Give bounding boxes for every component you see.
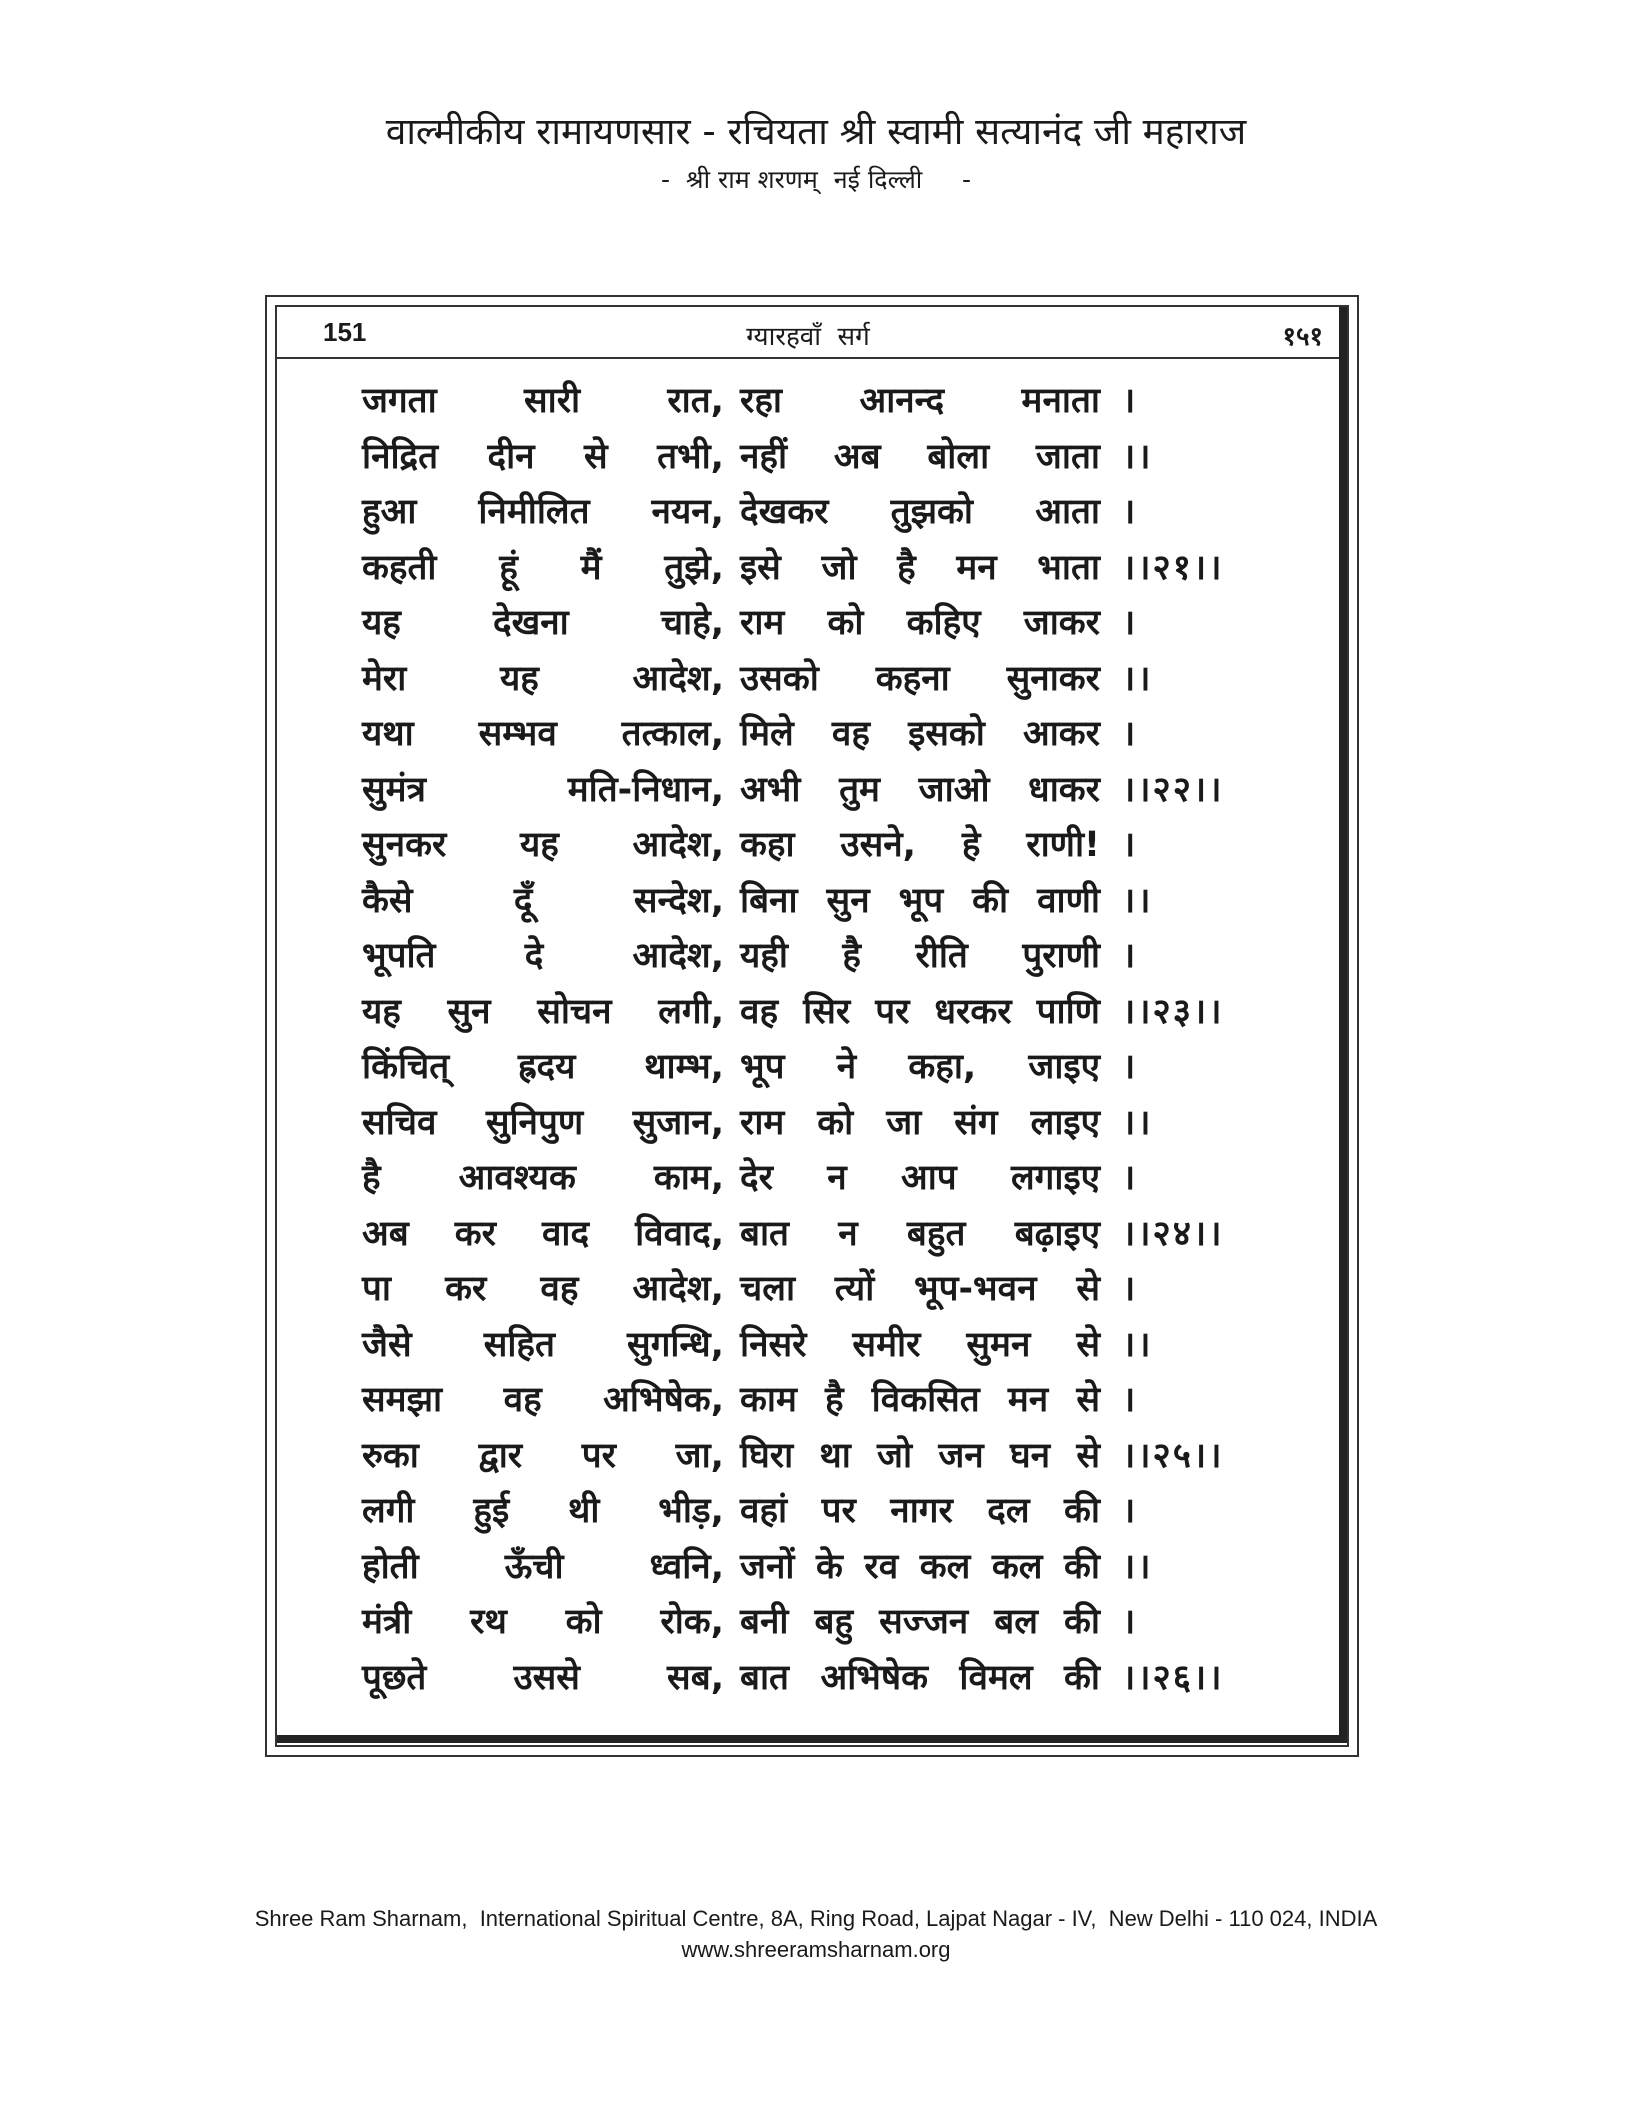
verse-word: कहिए — [906, 603, 981, 644]
verse-first-half — [362, 709, 730, 756]
verse-word: सब, — [667, 1657, 724, 1698]
verse-word: रव — [864, 1546, 899, 1587]
verse-word: कहती — [362, 547, 437, 588]
verse-word: धाकर — [1028, 769, 1100, 810]
verse-line — [362, 372, 1262, 428]
verse-word: जाकर — [1023, 603, 1100, 644]
verse-word: न — [838, 1213, 858, 1254]
verse-word: सोचन — [537, 991, 612, 1032]
verse-second-half — [740, 432, 1100, 479]
verse-word: कैसे — [362, 880, 413, 921]
verse-word: घन — [1009, 1435, 1051, 1476]
verse-word: है — [362, 1158, 381, 1199]
verse-second-half — [740, 1320, 1100, 1367]
verse-end-mark: ।।२५।। — [1122, 1435, 1224, 1476]
verse-word: सुजान, — [632, 1102, 724, 1143]
verse-word: लाइए — [1030, 1102, 1100, 1143]
verse-word: वह — [540, 1269, 579, 1310]
verse-end-mark: । — [1122, 1602, 1138, 1643]
verse-word: भूपति — [362, 936, 436, 977]
verse-word: के — [816, 1546, 843, 1587]
verse-end-mark: ।। — [1122, 880, 1153, 921]
verse-word: तुम — [839, 769, 880, 810]
verse-word: नयन, — [651, 492, 724, 533]
verse-first-half — [362, 1098, 730, 1145]
verse-word: सुनिपुण — [485, 1102, 584, 1143]
verse-second-half — [740, 1431, 1100, 1478]
footer-website: www.shreeramsharnam.org — [681, 1937, 951, 1962]
verse-end-mark: ।।२३।। — [1122, 991, 1224, 1032]
verse-word: निद्रित — [362, 436, 439, 477]
verse-line — [362, 539, 1262, 595]
verse-word: ऊँची — [504, 1546, 564, 1587]
verse-word: से — [583, 436, 608, 477]
verse-word: जाता — [1035, 436, 1100, 477]
verse-word: भीड़, — [658, 1491, 724, 1532]
verse-word: है — [897, 547, 916, 588]
verse-word: आदेश, — [632, 1269, 724, 1310]
verse-word: भाता — [1037, 547, 1100, 588]
verse-word: सज्जन — [879, 1602, 969, 1643]
verse-word: दल — [987, 1491, 1030, 1532]
frame-shadow-bottom — [277, 1735, 1347, 1743]
verse-second-half — [740, 1375, 1100, 1422]
verse-word: से — [1076, 1435, 1100, 1476]
verse-second-half — [740, 820, 1100, 867]
verse-line — [362, 1149, 1262, 1205]
verse-end-mark: । — [1122, 1269, 1138, 1310]
verse-word: मन — [1007, 1380, 1049, 1421]
verse-first-half — [362, 376, 730, 423]
verse-word: कर — [454, 1213, 496, 1254]
verse-word: विमल — [959, 1657, 1033, 1698]
verse-word: कल — [919, 1546, 971, 1587]
verse-word: सुन — [447, 991, 491, 1032]
verse-word: ह्रदय — [517, 1047, 576, 1088]
verse-line — [362, 1205, 1262, 1261]
verse-word: रोक, — [660, 1602, 724, 1643]
verse-word: की — [1064, 1602, 1100, 1643]
verse-word: जा, — [675, 1435, 724, 1476]
verse-word: निसरे — [740, 1324, 807, 1365]
verse-word: बहु — [814, 1602, 854, 1643]
verse-line — [362, 1427, 1262, 1483]
verse-first-half — [362, 1042, 730, 1089]
document-subtitle: - श्री राम शरणम् नई दिल्ली - — [660, 165, 972, 194]
verse-end-mark: । — [1122, 1380, 1138, 1421]
verse-word: सुगन्धि, — [627, 1324, 724, 1365]
verse-word: सहित — [483, 1324, 555, 1365]
verse-word: वाणी — [1037, 880, 1100, 921]
verse-word: वह — [503, 1380, 542, 1421]
verse-word: आनन्द — [859, 381, 945, 422]
verse-end-mark: । — [1122, 1158, 1138, 1199]
verse-word: पा — [362, 1269, 391, 1310]
verse-word: कल — [991, 1546, 1043, 1587]
verse-end-mark: । — [1122, 1047, 1138, 1088]
verse-second-half — [740, 709, 1100, 756]
verse-word: यह — [362, 603, 401, 644]
verse-first-half — [362, 1431, 730, 1478]
verse-line — [362, 1260, 1262, 1316]
verse-word: उससे — [513, 1657, 580, 1698]
verse-line — [362, 1094, 1262, 1150]
verse-first-half — [362, 1486, 730, 1533]
verse-word: घिरा — [740, 1435, 794, 1476]
verse-word: है — [824, 1380, 844, 1421]
verse-second-half — [740, 654, 1100, 701]
verse-word: था — [819, 1435, 851, 1476]
verse-end-mark: । — [1122, 936, 1138, 977]
verse-word: मनाता — [1021, 381, 1100, 422]
verse-word: उसको — [740, 658, 819, 699]
verse-word: मंत्री — [362, 1602, 412, 1643]
verse-word: की — [972, 880, 1009, 921]
verse-word: धरकर — [934, 991, 1012, 1032]
verse-first-half — [362, 1542, 730, 1589]
verse-word: राणी! — [1026, 825, 1100, 866]
verse-word: मैं — [580, 547, 602, 588]
verse-word: वाद — [541, 1213, 590, 1254]
verse-word: हुआ — [362, 492, 417, 533]
verse-word: अभिषेक — [820, 1657, 928, 1698]
verse-first-half — [362, 987, 730, 1034]
verse-word: रात, — [667, 381, 724, 422]
verse-word: आदेश, — [632, 825, 724, 866]
verse-second-half — [740, 1653, 1100, 1700]
verse-word: वहां — [740, 1491, 788, 1532]
verse-word: लगी — [362, 1491, 415, 1532]
verse-word: अभिषेक, — [603, 1380, 724, 1421]
verse-word: को — [817, 1102, 854, 1143]
verse-word: त्यों — [834, 1269, 875, 1310]
verse-line — [362, 1649, 1262, 1705]
verse-end-mark: ।। — [1122, 436, 1153, 477]
verse-second-half — [740, 1098, 1100, 1145]
verse-second-half — [740, 931, 1100, 978]
verse-word: की — [1064, 1546, 1100, 1587]
verse-word: मिले — [740, 714, 794, 755]
verse-word: आकर — [1023, 714, 1100, 755]
verse-line — [362, 983, 1262, 1039]
verse-word: हूं — [499, 547, 518, 588]
verse-line — [362, 1538, 1262, 1594]
verse-end-mark: । — [1122, 1491, 1138, 1532]
verse-word: नागर — [890, 1491, 953, 1532]
verse-end-mark: ।। — [1122, 1324, 1153, 1365]
verse-word: तुझे, — [664, 547, 724, 588]
verse-end-mark: । — [1122, 825, 1138, 866]
verse-word: रुका — [362, 1435, 419, 1476]
verse-line — [362, 650, 1262, 706]
verse-word: काम, — [653, 1158, 724, 1199]
frame-shadow-right — [1339, 307, 1347, 1743]
verse-word: बढ़ाइए — [1014, 1213, 1100, 1254]
verse-end-mark: ।। — [1122, 658, 1153, 699]
verse-first-half — [362, 543, 730, 590]
verse-word: चला — [740, 1269, 796, 1310]
verse-line — [362, 761, 1262, 817]
verse-word: जो — [821, 547, 857, 588]
verse-word: यह — [519, 825, 559, 866]
verse-first-half — [362, 654, 730, 701]
verse-second-half — [740, 1597, 1100, 1644]
verse-line — [362, 1316, 1262, 1372]
verse-second-half — [740, 1153, 1100, 1200]
verse-first-half — [362, 432, 730, 479]
verse-word: मति-निधान, — [567, 769, 724, 810]
verse-word: तत्काल, — [621, 714, 724, 755]
verse-word: जो — [877, 1435, 913, 1476]
verse-word: जगता — [362, 381, 437, 422]
chapter-title: ग्यारहवाँ सर्ग — [746, 322, 870, 352]
verse-first-half — [362, 1653, 730, 1700]
verse-first-half — [362, 487, 730, 534]
verse-line — [362, 594, 1262, 650]
verse-first-half — [362, 598, 730, 645]
page-number-arabic: 151 — [323, 317, 367, 347]
verse-word: आता — [1035, 492, 1100, 533]
verse-word: यह — [362, 991, 401, 1032]
verse-line — [362, 1371, 1262, 1427]
verse-word: न — [827, 1158, 847, 1199]
verse-word: सुनाकर — [1006, 658, 1100, 699]
verse-word: कहना — [875, 658, 950, 699]
verse-second-half — [740, 1486, 1100, 1533]
verse-word: नहीं — [740, 436, 788, 477]
verse-line — [362, 1482, 1262, 1538]
verse-word: जनों — [740, 1546, 795, 1587]
verse-word: थाम्भ, — [644, 1047, 724, 1088]
verse-line — [362, 1593, 1262, 1649]
verse-line — [362, 872, 1262, 928]
verse-line — [362, 705, 1262, 761]
verse-word: जाओ — [918, 769, 990, 810]
verse-word: देर — [740, 1158, 773, 1199]
verse-word: विवाद, — [635, 1213, 724, 1254]
verse-word: रीति — [915, 936, 968, 977]
verse-end-mark: ।।२४।। — [1122, 1213, 1224, 1254]
verse-word: समझा — [362, 1380, 443, 1421]
footer-address: Shree Ram Sharnam, International Spiritual Centre, 8A, Ring Road, Lajpat Nagar - IV, New Delhi - 110 024, INDIA — [254, 1906, 1378, 1931]
verse-word: मन — [956, 547, 997, 588]
verse-word: अब — [362, 1213, 409, 1254]
verse-word: हुई — [473, 1491, 510, 1532]
verse-second-half — [740, 376, 1100, 423]
verse-second-half — [740, 1264, 1100, 1311]
verse-word: बल — [994, 1602, 1038, 1643]
verse-word: पर — [581, 1435, 616, 1476]
verse-word: की — [1064, 1657, 1100, 1698]
verse-word: सुमन — [966, 1324, 1031, 1365]
verse-first-half — [362, 765, 730, 812]
verse-word: से — [1076, 1324, 1100, 1365]
verse-end-mark: ।। — [1122, 1102, 1153, 1143]
verse-first-half — [362, 1320, 730, 1367]
verse-word: बोला — [927, 436, 990, 477]
verse-word: सुन — [826, 880, 870, 921]
verse-word: बनी — [740, 1602, 789, 1643]
verse-end-mark: । — [1122, 714, 1138, 755]
verse-second-half — [740, 876, 1100, 923]
verse-line — [362, 816, 1262, 872]
verse-word: द्वार — [478, 1435, 523, 1476]
verse-word: होती — [362, 1546, 419, 1587]
verse-word: रथ — [470, 1602, 507, 1643]
verse-word: राम — [740, 603, 785, 644]
verse-second-half — [740, 1042, 1100, 1089]
verse-word: वह — [831, 714, 870, 755]
verse-word: सम्भव — [478, 714, 557, 755]
verse-word: पाणि — [1036, 991, 1100, 1032]
verse-end-mark: ।।२६।। — [1122, 1657, 1224, 1698]
page-number-devanagari: १५१ — [1282, 322, 1323, 352]
verse-first-half — [362, 1375, 730, 1422]
verse-word: राम — [740, 1102, 785, 1143]
verse-first-half — [362, 1153, 730, 1200]
verse-word: सन्देश, — [633, 880, 724, 921]
verse-word: निमीलित — [478, 492, 590, 533]
verse-word: भूप-भवन — [914, 1269, 1037, 1310]
verse-word: पूछते — [362, 1657, 427, 1698]
verse-word: मेरा — [362, 658, 407, 699]
verse-end-mark: ।।२२।। — [1122, 769, 1224, 810]
verse-word: है — [842, 936, 862, 977]
verse-word: देखकर — [740, 492, 829, 533]
verse-word: लगी, — [658, 991, 724, 1032]
verse-second-half — [740, 543, 1100, 590]
verse-word: इसको — [908, 714, 985, 755]
verse-word: दूँ — [513, 880, 533, 921]
verse-second-half — [740, 987, 1100, 1034]
verse-word: विकसित — [871, 1380, 980, 1421]
verse-word: बात — [740, 1657, 790, 1698]
verse-end-mark: । — [1122, 492, 1138, 533]
verse-word: देखना — [493, 603, 569, 644]
verse-word: आदेश, — [632, 936, 724, 977]
verse-second-half — [740, 487, 1100, 534]
verse-line — [362, 428, 1262, 484]
verse-word: कहा, — [908, 1047, 977, 1088]
verse-word: लगाइए — [1010, 1158, 1100, 1199]
verse-word: सुनकर — [362, 825, 447, 866]
verse-word: चाहे, — [660, 603, 724, 644]
verse-word: तुझको — [890, 492, 973, 533]
document-title: वाल्मीकीय रामायणसार - रचियता श्री स्वामी सत्यानंद जी महाराज — [385, 110, 1247, 153]
verse-word: वह — [740, 991, 779, 1032]
verse-word: दे — [524, 936, 544, 977]
verse-end-mark: ।। — [1122, 1546, 1153, 1587]
verse-first-half — [362, 1209, 730, 1256]
verse-word: भूप — [898, 880, 944, 921]
verse-word: किंचित् — [362, 1047, 450, 1088]
verse-first-half — [362, 876, 730, 923]
verse-word: पर — [875, 991, 910, 1032]
verse-first-half — [362, 1264, 730, 1311]
verse-word: से — [1076, 1380, 1100, 1421]
verse-word: रहा — [740, 381, 782, 422]
verse-word: बिना — [740, 880, 798, 921]
verse-word: संग — [954, 1102, 998, 1143]
verse-word: दीन — [487, 436, 535, 477]
verse-line — [362, 1038, 1262, 1094]
verse-word: को — [565, 1602, 602, 1643]
verse-word: समीर — [852, 1324, 921, 1365]
verse-second-half — [740, 1209, 1100, 1256]
verse-end-mark: ।।२१।। — [1122, 547, 1224, 588]
verse-word: सुमंत्र — [362, 769, 426, 810]
verse-word: जाइए — [1028, 1047, 1100, 1088]
verse-word: भूप — [740, 1047, 785, 1088]
verse-end-mark: । — [1122, 381, 1138, 422]
verse-word: की — [1064, 1491, 1100, 1532]
verse-word: बात — [740, 1213, 790, 1254]
verse-word: इसे — [740, 547, 781, 588]
verse-block — [362, 372, 1262, 1704]
verse-word: से — [1076, 1269, 1100, 1310]
verse-word: काम — [740, 1380, 797, 1421]
verse-word: सिर — [803, 991, 851, 1032]
verse-end-mark: । — [1122, 603, 1138, 644]
verse-word: आदेश, — [632, 658, 724, 699]
verse-word: ध्वनि, — [649, 1546, 724, 1587]
verse-word: थी — [567, 1491, 600, 1532]
verse-first-half — [362, 931, 730, 978]
verse-word: यही — [740, 936, 788, 977]
verse-word: उसने, — [840, 825, 916, 866]
verse-word: अब — [833, 436, 881, 477]
verse-word: आप — [900, 1158, 957, 1199]
verse-word: कहा — [740, 825, 795, 866]
verse-word: तभी, — [657, 436, 724, 477]
verse-word: पुराणी — [1022, 936, 1100, 977]
verse-second-half — [740, 598, 1100, 645]
verse-second-half — [740, 765, 1100, 812]
verse-word: सारी — [523, 381, 581, 422]
verse-word: पर — [821, 1491, 856, 1532]
page-header-bar — [277, 307, 1339, 359]
verse-word: कर — [445, 1269, 487, 1310]
verse-first-half — [362, 820, 730, 867]
verse-line — [362, 483, 1262, 539]
verse-second-half — [740, 1542, 1100, 1589]
verse-word: जन — [938, 1435, 984, 1476]
verse-word: को — [827, 603, 864, 644]
verse-word: सचिव — [362, 1102, 437, 1143]
verse-word: अभी — [740, 769, 801, 810]
verse-word: यह — [499, 658, 539, 699]
verse-word: बहुत — [906, 1213, 966, 1254]
verse-word: आवश्यक — [458, 1158, 576, 1199]
verse-first-half — [362, 1597, 730, 1644]
verse-line — [362, 927, 1262, 983]
verse-word: यथा — [362, 714, 414, 755]
verse-word: ने — [836, 1047, 857, 1088]
verse-word: हे — [961, 825, 981, 866]
verse-word: जा — [886, 1102, 922, 1143]
verse-word: जैसे — [362, 1324, 412, 1365]
